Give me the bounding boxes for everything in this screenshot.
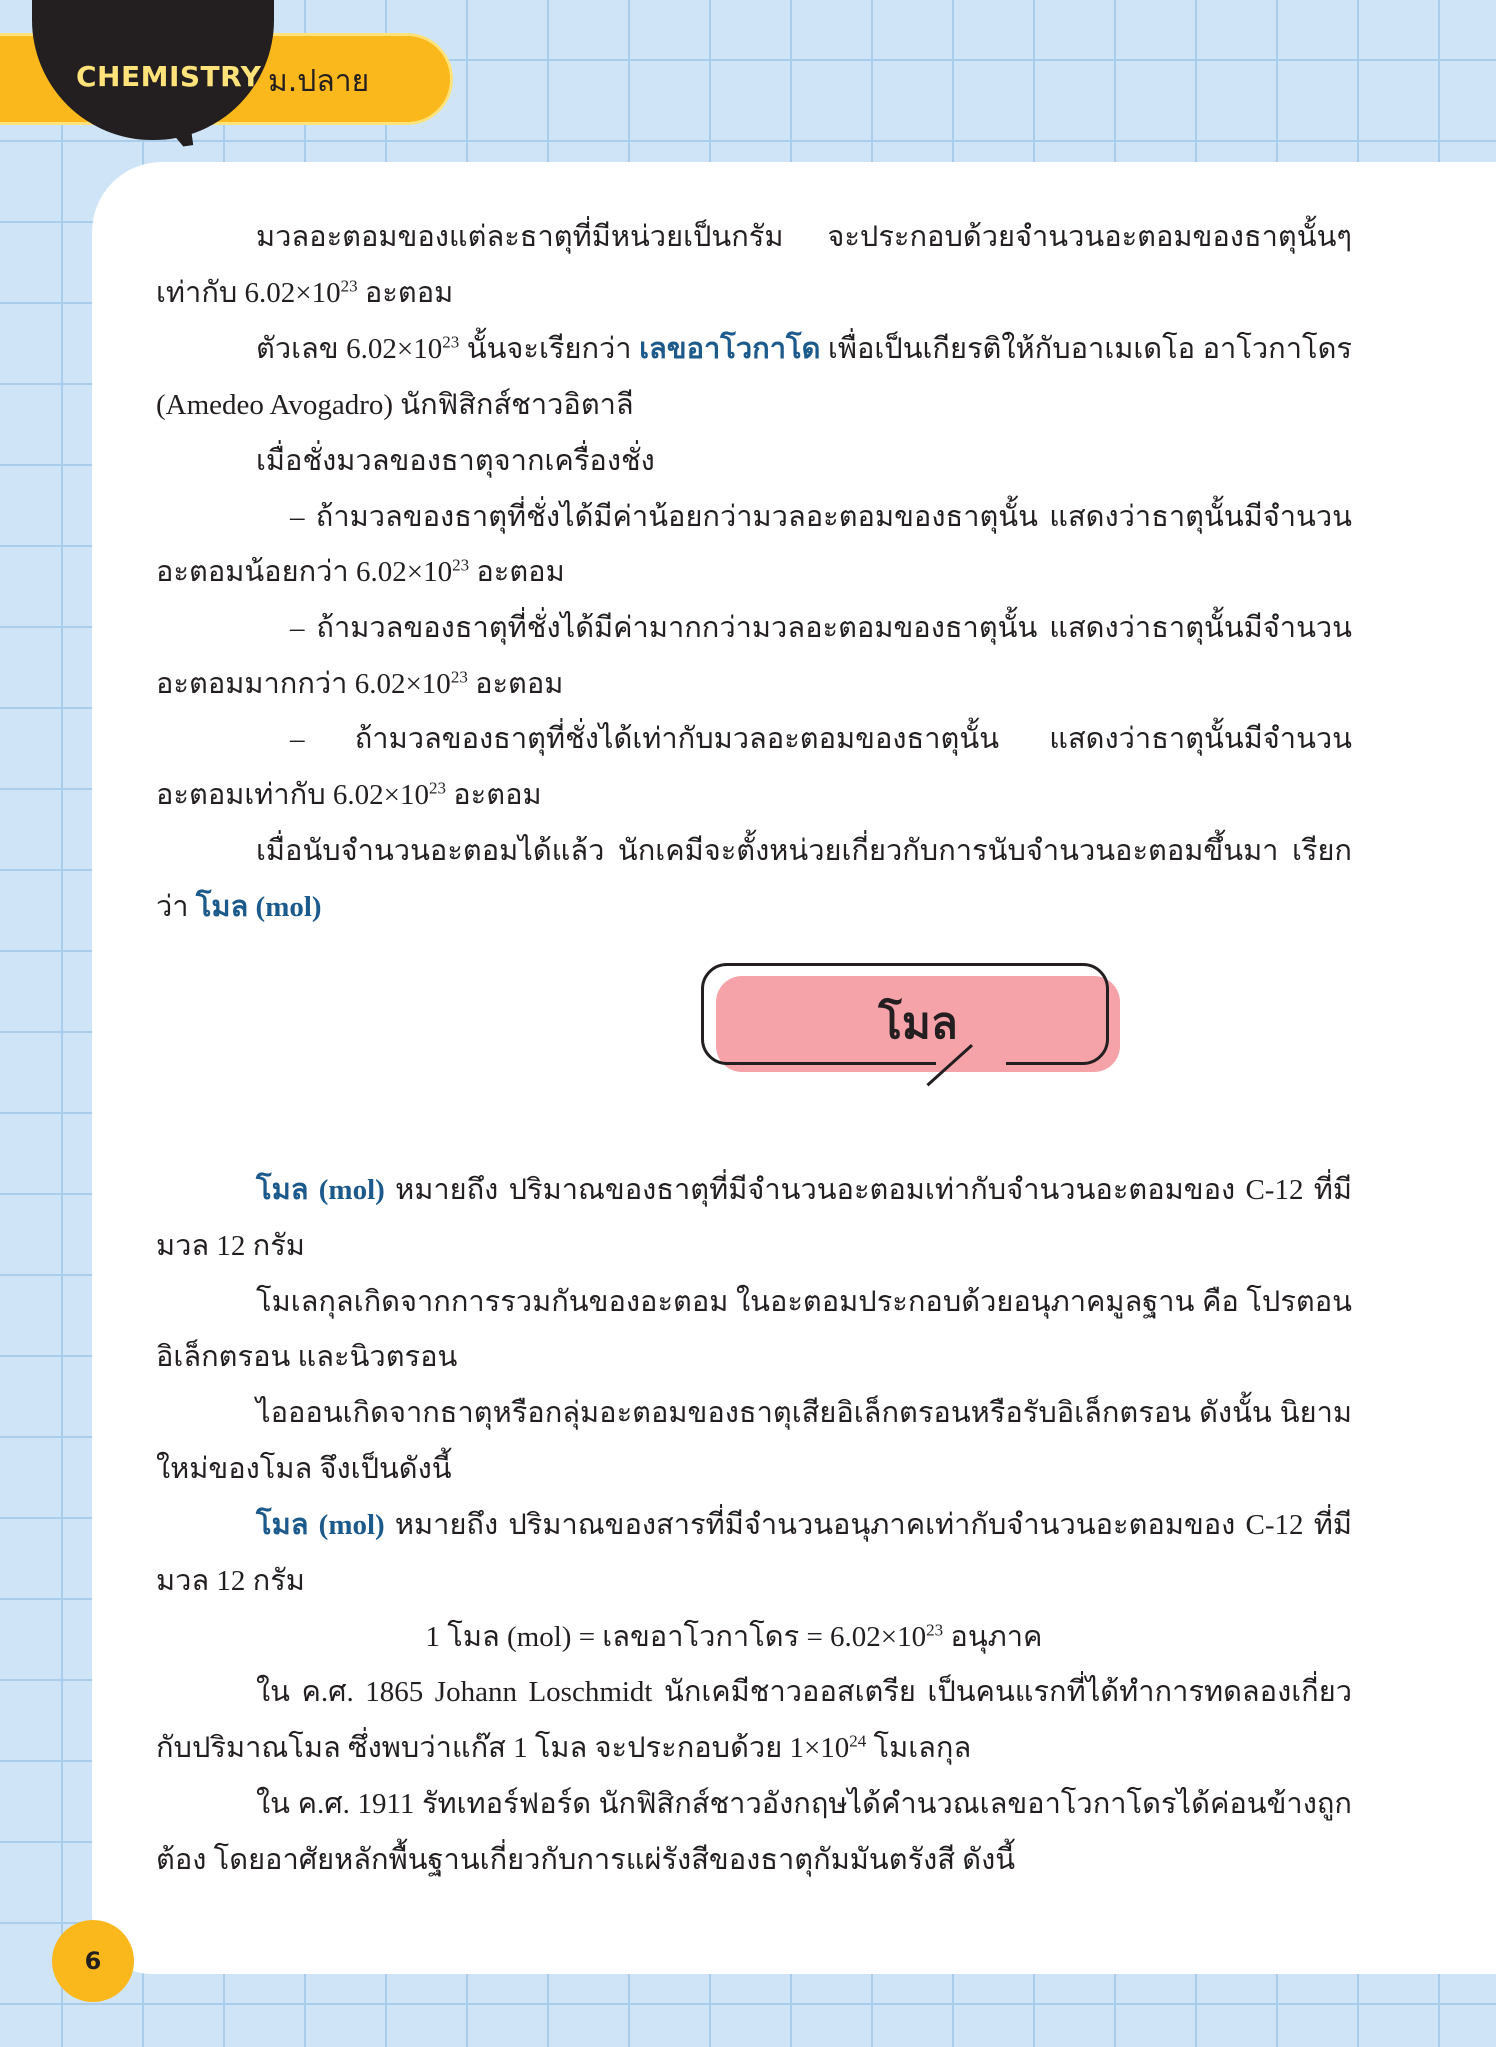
paragraph-weighing: เมื่อชั่งมวลของธาตุจากเครื่องชั่ง	[256, 444, 655, 477]
page-content	[156, 210, 1352, 1888]
grade-level: ม.ปลาย	[268, 64, 370, 99]
paragraph-mol-definition-1: โมล (mol) หมายถึง ปริมาณของธาตุที่มีจำนวนอะตอมเท่ากับจำนวนอะตอมของ C-12 ที่มีมวล 12 กรัม	[156, 1172, 1352, 1262]
section-title: โมล	[878, 998, 958, 1050]
subject-name: CHEMISTRY	[76, 60, 262, 93]
paragraph-ion: ไอออนเกิดจากธาตุหรือกลุ่มอะตอมของธาตุเสียอิเล็กตรอนหรือรับอิเล็กตรอน ดังนั้น นิยามใหม่ของโมล จึงเป็นดังนี้	[156, 1396, 1352, 1485]
section-heading	[156, 936, 1352, 1162]
paragraph-loschmidt: ใน ค.ศ. 1865 Johann Loschmidt นักเคมีชาวออสเตรีย เป็นคนแรกที่ได้ทำการทดลองเกี่ยวกับปริมาณโมล ซึ่งพบว่าแก๊ส 1 โมล จะประกอบด้วย $1\times 10^{24}$ โมเลกุล	[156, 1676, 1352, 1765]
equation-avogadro: 1 โมล (mol) = เลขอาโวกาโดร = $6.02\times 10^{23}$ อนุภาค	[425, 1620, 1043, 1653]
speech-bubble-tail	[147, 97, 193, 150]
paragraph-avogadro-number: ตัวเลข $6.02\times 10^{23}$ นั้นจะเรียกว่า เลขอาโวกาโด เพื่อเป็นเกียรติให้กับอาเมเดโอ อาโวกาโดร (Amedeo Avogadro) นักฟิสิกส์ชาวอิตาลี	[156, 331, 1353, 422]
paragraph-rutherford: ใน ค.ศ. 1911 รัทเทอร์ฟอร์ด นักฟิสิกส์ชาวอังกฤษได้คำนวณเลขอาโวกาโดรได้ค่อนข้างถูกต้อง โดยอาศัยหลักพื้นฐานเกี่ยวกับการแผ่รังสีของธาตุกัมมันตรังสี ดังนี้	[156, 1787, 1352, 1876]
list-item-less: – ถ้ามวลของธาตุที่ชั่งได้มีค่าน้อยกว่ามวลอะตอมของธาตุนั้น แสดงว่าธาตุนั้นมีจำนวนอะตอมน้อยกว่า $6.02\times 10^{23}$ อะตอม	[156, 500, 1352, 589]
paragraph-atomic-mass: มวลอะตอมของแต่ละธาตุที่มีหน่วยเป็นกรัม จะประกอบด้วยจำนวนอะตอมของธาตุนั้นๆ เท่ากับ $6.02\times 10^{23}$ อะตอม	[156, 221, 1352, 309]
paragraph-mol-definition-2: โมล (mol) หมายถึง ปริมาณของสารที่มีจำนวนอนุภาคเท่ากับจำนวนอะตอมของ C-12 ที่มีมวล 12 กรัม	[156, 1507, 1352, 1598]
mol-term: โมล	[195, 889, 249, 924]
avogadro-term: เลขอาโวกาโด	[639, 331, 821, 366]
page-number: 6	[52, 1920, 134, 2002]
paragraph-molecule: โมเลกุลเกิดจากการรวมกันของอะตอม ในอะตอมประกอบด้วยอนุภาคมูลฐาน คือ โปรตอน อิเล็กตรอน และนิวตรอน	[156, 1285, 1352, 1374]
paragraph-mol-intro: เมื่อนับจำนวนอะตอมได้แล้ว นักเคมีจะตั้งหน่วยเกี่ยวกับการนับจำนวนอะตอมขึ้นมา เรียกว่า โมล (mol)	[156, 834, 1352, 924]
list-item-more: – ถ้ามวลของธาตุที่ชั่งได้มีค่ามากกว่ามวลอะตอมของธาตุนั้น แสดงว่าธาตุนั้นมีจำนวนอะตอมมากกว่า $6.02\times 10^{23}$ อะตอม	[156, 611, 1352, 700]
list-item-equal: – ถ้ามวลของธาตุที่ชั่งได้เท่ากับมวลอะตอมของธาตุนั้น แสดงว่าธาตุนั้นมีจำนวนอะตอมเท่ากับ $6.02\times 10^{23}$ อะตอม	[156, 723, 1352, 812]
